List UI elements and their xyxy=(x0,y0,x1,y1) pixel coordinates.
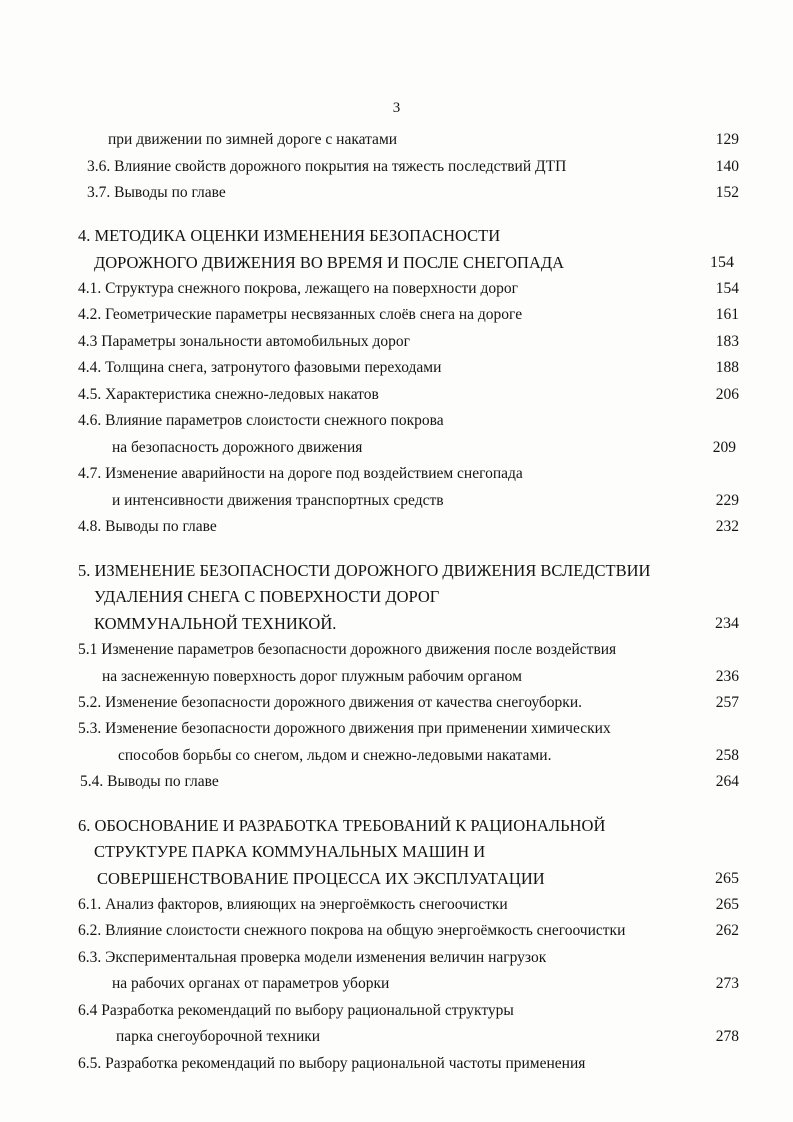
toc-chapter-heading: 4. МЕТОДИКА ОЦЕНКИ ИЗМЕНЕНИЯ БЕЗОПАСНОСТИ xyxy=(78,226,501,245)
toc-entry-text: 6.4 Разработка рекомендаций по выбору рациональной структуры xyxy=(78,1002,514,1019)
toc-entry-page: 209 xyxy=(712,439,736,456)
toc-entry-text: 4.5. Характеристика снежно-ледовых накатов xyxy=(78,386,379,403)
toc-entry-text: 3.7. Выводы по главе xyxy=(87,184,226,201)
toc-entry-page: 265 xyxy=(715,896,739,913)
toc-entry-page: 154 xyxy=(710,254,734,271)
toc-entry-text: 5.2. Изменение безопасности дорожного движения от качества снегоуборки. xyxy=(78,694,582,711)
toc-entry-text: на рабочих органах от параметров уборки xyxy=(112,975,390,992)
toc-entry-page: 257 xyxy=(715,694,739,711)
toc-entry-text: 6.3. Экспериментальная проверка модели изменения величин нагрузок xyxy=(78,949,547,966)
toc-entry-text: 4.7. Изменение аварийности на дороге под воздействием снегопада xyxy=(78,465,523,482)
toc-chapter-heading: 5. ИЗМЕНЕНИЕ БЕЗОПАСНОСТИ ДОРОЖНОГО ДВИЖЕНИЯ ВСЛЕДСТВИИ xyxy=(78,561,651,580)
toc-chapter-heading: 6. ОБОСНОВАНИЕ И РАЗРАБОТКА ТРЕБОВАНИЙ К РАЦИОНАЛЬНОЙ xyxy=(78,816,606,835)
toc-entry-text: на заснеженную поверхность дорог плужным рабочим органом xyxy=(102,668,522,685)
toc-entry-page: 183 xyxy=(715,333,739,350)
toc-entry-text: на безопасность дорожного движения xyxy=(112,439,363,456)
toc-entry-page: 273 xyxy=(715,975,739,992)
toc-entry-page: 236 xyxy=(715,668,739,685)
toc-entry-text: 4.6. Влияние параметров слоистости снежного покрова xyxy=(78,412,444,429)
toc-entry-text: 4.1. Структура снежного покрова, лежащего на поверхности дорог xyxy=(78,280,518,297)
toc-entry-text: парка снегоуборочной техники xyxy=(116,1028,321,1045)
toc-entry-page: 129 xyxy=(715,131,739,148)
toc-entry-page: 262 xyxy=(715,922,739,939)
toc-chapter-heading: УДАЛЕНИЯ СНЕГА С ПОВЕРХНОСТИ ДОРОГ xyxy=(94,587,440,606)
toc-chapter-heading: СТРУКТУРЕ ПАРКА КОММУНАЛЬНЫХ МАШИН И xyxy=(94,842,486,861)
toc-entry-text: 6.2. Влияние слоистости снежного покрова на общую энергоёмкость снегоочистки xyxy=(78,922,626,939)
toc-entry-text: при движении по зимней дороге с накатами xyxy=(108,131,398,148)
toc-entry-page: 152 xyxy=(715,184,739,201)
toc-entry-page: 258 xyxy=(715,747,739,764)
toc-entry-text: 6.5. Разработка рекомендаций по выбору рациональной частоты применения xyxy=(78,1055,586,1072)
toc-entry-page: 264 xyxy=(715,773,739,790)
toc-chapter-heading: КОММУНАЛЬНОЙ ТЕХНИКОЙ. xyxy=(94,614,337,633)
toc-entry-page: 161 xyxy=(715,306,739,323)
toc-entry-text: 4.4. Толщина снега, затронутого фазовыми переходами xyxy=(78,359,442,376)
toc-entry-text: 5.3. Изменение безопасности дорожного движения при применении химических xyxy=(78,720,611,737)
toc-entry-text: 4.2. Геометрические параметры несвязанных слоёв снега на дороге xyxy=(78,306,523,323)
toc-entry-text: 6.1. Анализ факторов, влияющих на энергоёмкость снегоочистки xyxy=(78,896,508,913)
toc-entry-text: 5.4. Выводы по главе xyxy=(80,773,219,790)
toc-entry-page: 206 xyxy=(715,386,739,403)
toc-entry-page: 234 xyxy=(715,615,739,632)
toc-entry-page: 188 xyxy=(715,359,739,376)
toc-entry-page: 232 xyxy=(715,518,739,535)
toc-entry-page: 229 xyxy=(715,492,739,509)
page-number: 3 xyxy=(392,100,401,116)
toc-entry-page: 265 xyxy=(715,870,739,887)
toc-chapter-heading: ДОРОЖНОГО ДВИЖЕНИЯ ВО ВРЕМЯ И ПОСЛЕ СНЕГОПАДА xyxy=(94,253,565,272)
toc-entry-text: способов борьбы со снегом, льдом и снежно-ледовыми накатами. xyxy=(118,747,552,764)
toc-entry-page: 140 xyxy=(715,158,739,175)
toc-entry-text: 5.1 Изменение параметров безопасности дорожного движения после воздействия xyxy=(78,641,617,658)
toc-entry-page: 278 xyxy=(715,1028,739,1045)
toc-entry-text: 3.6. Влияние свойств дорожного покрытия на тяжесть последствий ДТП xyxy=(87,158,567,175)
toc-entry-text: и интенсивности движения транспортных средств xyxy=(112,492,444,509)
toc-entry-text: 4.3 Параметры зональности автомобильных дорог xyxy=(78,333,411,350)
toc-chapter-heading: СОВЕРШЕНСТВОВАНИЕ ПРОЦЕССА ИХ ЭКСПЛУАТАЦИИ xyxy=(97,869,545,888)
toc-entry-text: 4.8. Выводы по главе xyxy=(78,518,217,535)
toc-entry-page: 154 xyxy=(715,280,739,297)
